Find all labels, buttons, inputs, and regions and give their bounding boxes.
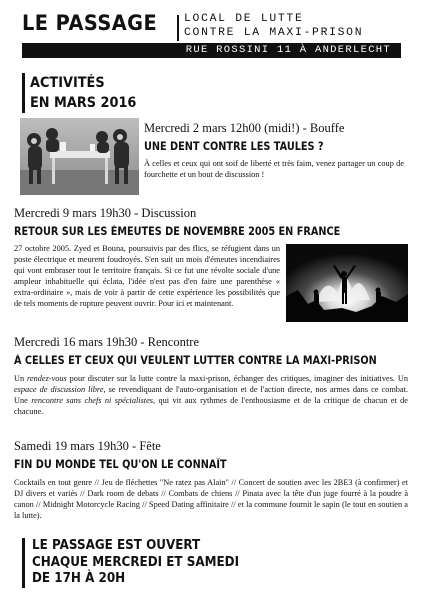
section-title-line-2: EN MARS 2016 xyxy=(30,95,137,111)
event-3-heading: Mercredi 16 mars 19h30 - Rencontre xyxy=(14,335,200,349)
event-3-description xyxy=(14,373,408,417)
event-3-text-2: pour discuter sur la lutte contre la maxi-prison, échanger des critiques, imaginer des initiatives. Un xyxy=(66,374,408,383)
event-2-description: 27 octobre 2005. Zyed et Bouna, poursuivis par des flics, se réfugient dans un poste électrique et meurent foudroyés. S'en suit un mois d'émeutes incendiaires qui vont embraser tout le territoire français. Si ce fut une révolte sociale d'une ampleur inhabituelle qui éclata, l'idée n'est pas d'en faire une parenthèse « extra-ordinaire », mais de voir à partir de cette expérience les possibilités que de tels moments de rupture peuvent ouvrir. Pour ici et maintenant. xyxy=(14,244,280,309)
event-3-emphasis-3: rencontre sans chefs ni spécialistes xyxy=(31,396,154,406)
event-1-title: UNE DENT CONTRE LES TAULES ? xyxy=(144,140,324,153)
section-title-bar xyxy=(22,73,25,113)
event-1-heading: Mercredi 2 mars 12h00 (midi!) - Bouffe xyxy=(144,121,345,135)
event-3-title: À CELLES ET CEUX QUI VEULENT LUTTER CONTRE LA MAXI-PRISON xyxy=(14,354,377,367)
event-3-text-3: , se revendiquant de l'auto-organisation et de l'action directe, nos armes dans ce combat. Une xyxy=(14,385,409,406)
event-4-description: Cocktails en tout genre // Jeu de fléchettes "Ne ratez pas Alain" // Concert de soutien avec les 2BE3 (à confirmer) et DJ divers et variés // Dark room de debats // Combats de chiens // Pinata avec la tête d'un juge fourré à la poudre à canon // Midnight Motorcycle Racing // Speed Dating affinitaire // et la commune fournit le sapin (le tout en soutien a la lutte). xyxy=(14,478,408,521)
chimpanzees-at-table-photo xyxy=(20,118,139,195)
address-bar xyxy=(22,43,401,58)
event-1-description: À celles et ceux qui ont soif de liberté et très faim, venez partager un coup de fourchette et un bout de discussion ! xyxy=(144,159,404,180)
brand-title: LE PASSAGE xyxy=(22,11,158,35)
event-2-title: RETOUR SUR LES ÉMEUTES DE NOVEMBRE 2005 EN FRANCE xyxy=(14,225,341,238)
section-title xyxy=(30,73,136,113)
event-3-text-4: , qui vit aux rythmes de l'enthousiasme et de la critique de chacun et de chacune. xyxy=(14,396,408,417)
footer-bar xyxy=(22,538,25,588)
opening-hours xyxy=(32,538,239,588)
event-4-title: FIN DU MONDE TEL QU'ON LE CONNAÎT xyxy=(14,458,227,471)
tagline-line-2: CONTRE LA MAXI-PRISON xyxy=(184,27,364,39)
opening-hours-line-3: DE 17H À 20H xyxy=(32,571,126,586)
event-2-heading: Mercredi 9 mars 19h30 - Discussion xyxy=(14,206,197,220)
address-text: RUE ROSSINI 11 À ANDERLECHT xyxy=(185,44,391,56)
section-title-line-1: ACTIVITÉS xyxy=(30,75,105,91)
event-3-emphasis-2: espace de discussion libre xyxy=(14,385,104,395)
tagline-line-1: LOCAL DE LUTTE xyxy=(184,13,304,25)
event-3-emphasis-1: rendez-vous xyxy=(27,374,67,383)
event-3-text-1: Un xyxy=(14,374,27,383)
header-divider xyxy=(177,15,179,41)
riot-fire-photo xyxy=(286,244,408,322)
opening-hours-line-1: LE PASSAGE EST OUVERT xyxy=(32,538,201,553)
opening-hours-line-2: CHAQUE MERCREDI ET SAMEDI xyxy=(32,554,240,570)
event-4-heading: Samedi 19 mars 19h30 - Fête xyxy=(14,439,161,453)
